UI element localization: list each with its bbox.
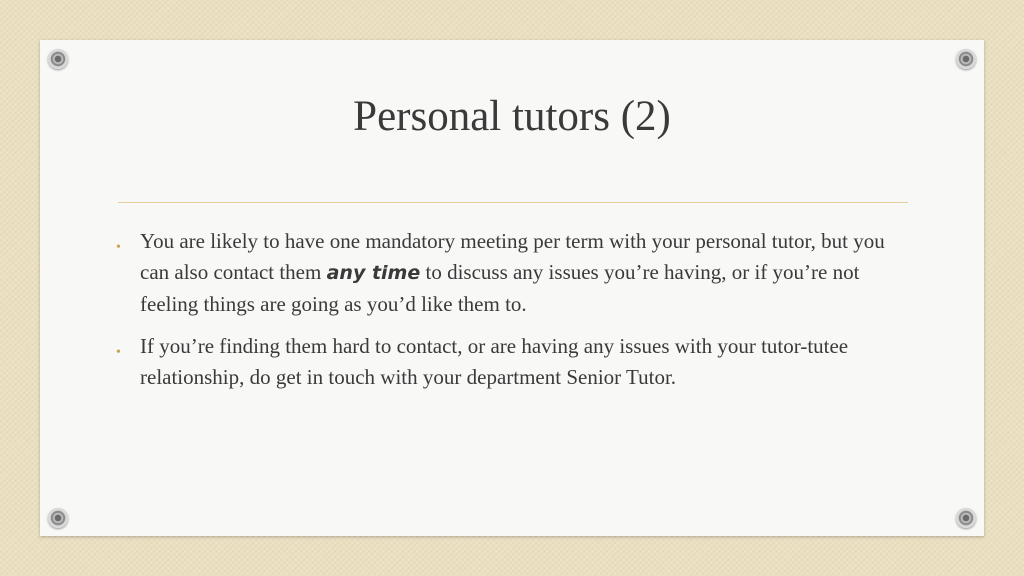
slide-card xyxy=(40,40,984,536)
bullet-emphasis: any time xyxy=(326,262,421,284)
slide-title: Personal tutors (2) xyxy=(353,93,671,140)
bullet-item xyxy=(116,226,896,320)
title-divider xyxy=(118,202,908,203)
pushpin-icon xyxy=(956,508,976,528)
pushpin-icon xyxy=(956,49,976,69)
pushpin-icon xyxy=(48,49,68,69)
bullet-icon: • xyxy=(116,345,121,360)
pushpin-icon xyxy=(48,508,68,528)
bullet-text: If you’re finding them hard to contact, or are having any issues with your tutor-tutee relationship, do get in touch with your department Senior Tutor. xyxy=(140,334,849,389)
bullet-item xyxy=(116,331,896,393)
bullet-text: You are likely to have one mandatory meeting per term with your personal tutor, but you can also contact them xyxy=(140,229,885,284)
bullet-icon: • xyxy=(116,240,121,255)
bullet-list xyxy=(116,226,896,404)
bullet-text: to discuss any issues you’re having, or if you’re not feeling things are going as you’d like them to. xyxy=(140,260,860,316)
